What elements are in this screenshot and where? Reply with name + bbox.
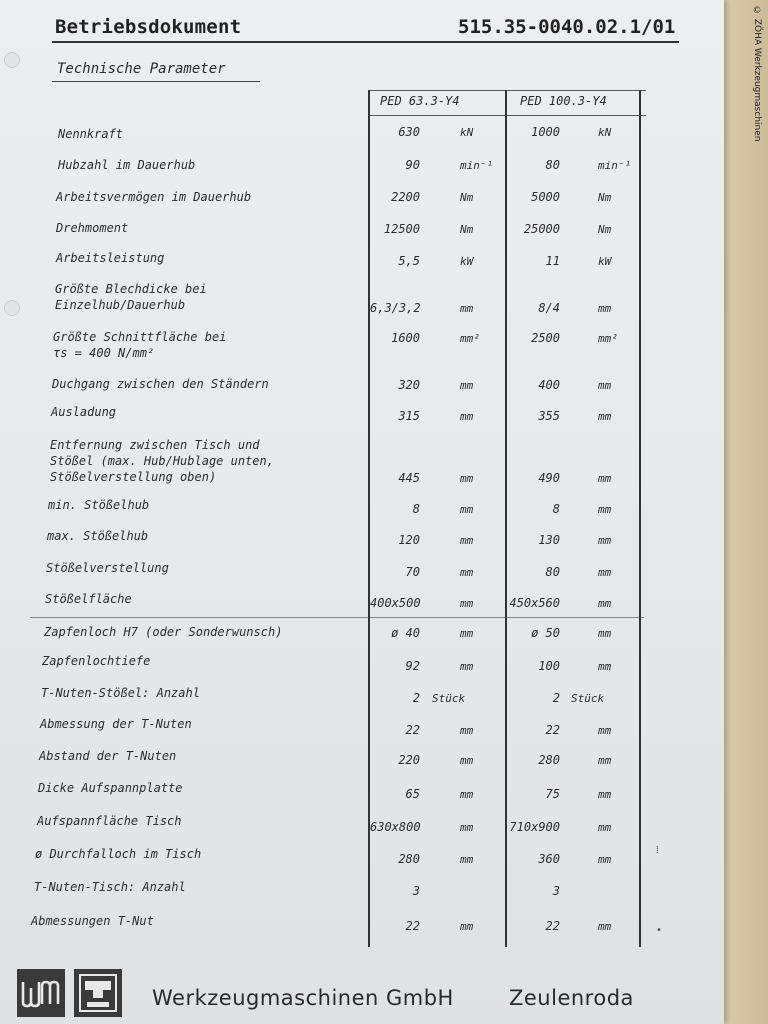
value-ped100: 80 bbox=[545, 158, 560, 172]
unit-ped63: kW bbox=[460, 255, 474, 268]
unit-ped100: Nm bbox=[598, 223, 612, 236]
parameter-label bbox=[44, 624, 282, 640]
value-ped100: 3 bbox=[552, 884, 560, 898]
copyright-watermark: © ZÖHA Werkzeugmaschinen bbox=[752, 6, 762, 142]
unit-ped63: mm bbox=[460, 534, 474, 547]
value-ped63: 280 bbox=[398, 852, 420, 866]
table-divider-middle bbox=[505, 90, 507, 947]
parameter-label bbox=[48, 497, 149, 513]
value-ped63: 70 bbox=[405, 565, 420, 579]
parameter-label bbox=[41, 685, 200, 701]
unit-ped63: mm bbox=[460, 920, 474, 933]
value-ped63: 22 bbox=[405, 919, 420, 933]
parameter-label-line: ø Durchfalloch im Tisch bbox=[35, 847, 202, 861]
parameter-label bbox=[45, 591, 132, 607]
value-ped63: 2 bbox=[412, 691, 420, 705]
parameter-label bbox=[37, 813, 182, 829]
unit-ped63: mm bbox=[460, 754, 474, 767]
value-ped100: 355 bbox=[538, 409, 560, 423]
unit-ped100: mm bbox=[598, 754, 612, 767]
header-rule bbox=[52, 41, 679, 43]
value-ped63: 1600 bbox=[391, 331, 420, 345]
unit-ped63: Stück bbox=[432, 692, 466, 705]
value-ped100: 490 bbox=[538, 471, 560, 485]
parameter-label bbox=[46, 560, 169, 576]
value-ped63: 630x800 bbox=[370, 820, 421, 834]
margin-mark: ⁞ bbox=[656, 845, 659, 856]
parameter-label-line: Nennkraft bbox=[58, 127, 124, 141]
unit-ped63: mm bbox=[460, 410, 474, 423]
parameter-label bbox=[40, 716, 192, 732]
unit-ped100: min⁻¹ bbox=[598, 159, 632, 172]
table-divider-left bbox=[368, 90, 370, 947]
parameter-label-line: Stößelverstellung oben) bbox=[50, 470, 217, 484]
value-ped63: 12500 bbox=[383, 222, 420, 236]
unit-ped63: kN bbox=[460, 126, 474, 139]
column-header-ped63: PED 63.3-Y4 bbox=[380, 94, 460, 108]
value-ped63: 65 bbox=[405, 787, 420, 801]
parameter-label bbox=[34, 879, 186, 895]
section-title-underline bbox=[52, 81, 260, 82]
value-ped63: 220 bbox=[398, 753, 420, 767]
table-divider-right bbox=[639, 90, 641, 947]
punch-hole bbox=[4, 300, 20, 316]
value-ped63: 6,3/3,2 bbox=[370, 301, 421, 315]
parameter-label bbox=[56, 220, 128, 236]
parameter-label bbox=[39, 748, 176, 764]
parameter-label bbox=[47, 528, 148, 544]
parameter-label-line: Abmessungen T-Nut bbox=[31, 914, 154, 928]
unit-ped100: kN bbox=[598, 126, 612, 139]
parameter-label-line: Arbeitsleistung bbox=[56, 251, 165, 265]
parameter-label bbox=[56, 189, 251, 205]
parameter-label bbox=[42, 653, 150, 669]
parameter-label-line: Dicke Aufspannplatte bbox=[38, 781, 183, 795]
value-ped63: 3 bbox=[412, 884, 420, 898]
value-ped63: 120 bbox=[398, 533, 420, 547]
unit-ped63: mm bbox=[460, 788, 474, 801]
fold-crease bbox=[30, 617, 644, 618]
parameter-label bbox=[58, 157, 195, 173]
unit-ped100: mm bbox=[598, 302, 612, 315]
document-number: 515.35-0040.02.1/01 bbox=[458, 16, 676, 38]
unit-ped63: mm bbox=[460, 566, 474, 579]
unit-ped100: kW bbox=[598, 255, 612, 268]
footer-company: Werkzeugmaschinen GmbH bbox=[152, 986, 454, 1010]
parameter-label-line: Abstand der T-Nuten bbox=[39, 749, 177, 763]
unit-ped100: Stück bbox=[571, 692, 605, 705]
value-ped63: 630 bbox=[398, 125, 420, 139]
parameter-label bbox=[56, 250, 164, 266]
parameter-label bbox=[55, 281, 207, 313]
unit-ped63: mm bbox=[460, 302, 474, 315]
value-ped100: 22 bbox=[545, 723, 560, 737]
wmw-logo-icon bbox=[16, 968, 66, 1018]
parameter-label-line: Größte Blechdicke bei bbox=[55, 282, 207, 296]
parameter-label-line: Stößelfläche bbox=[45, 592, 132, 606]
value-ped100: 22 bbox=[545, 919, 560, 933]
parameter-label-line: Abmessung der T-Nuten bbox=[40, 717, 192, 731]
column-header-top-rule bbox=[368, 90, 646, 91]
unit-ped100: mm bbox=[598, 503, 612, 516]
parameter-label-line: Größte Schnittfläche bei bbox=[53, 330, 227, 344]
unit-ped100: mm bbox=[598, 660, 612, 673]
press-logo-icon bbox=[73, 968, 123, 1018]
value-ped100: 710x900 bbox=[509, 820, 560, 834]
parameter-label-line: Ausladung bbox=[51, 405, 117, 419]
column-header-ped100: PED 100.3-Y4 bbox=[520, 94, 607, 108]
unit-ped63: mm bbox=[460, 597, 474, 610]
unit-ped100: mm bbox=[598, 597, 612, 610]
parameter-label bbox=[35, 846, 201, 862]
value-ped100: 360 bbox=[538, 852, 560, 866]
unit-ped63: mm bbox=[460, 503, 474, 516]
parameter-label bbox=[53, 329, 226, 361]
unit-ped100: mm bbox=[598, 724, 612, 737]
parameter-label-line: Entfernung zwischen Tisch und bbox=[50, 438, 260, 452]
value-ped100: 130 bbox=[538, 533, 560, 547]
value-ped63: 5,5 bbox=[398, 254, 420, 268]
parameter-label-line: Arbeitsvermögen im Dauerhub bbox=[56, 190, 252, 204]
parameter-label-line: Drehmoment bbox=[56, 221, 129, 235]
unit-ped63: mm bbox=[460, 472, 474, 485]
unit-ped100: Nm bbox=[598, 191, 612, 204]
margin-mark: • bbox=[656, 925, 663, 936]
unit-ped100: mm bbox=[598, 472, 612, 485]
unit-ped100: mm bbox=[598, 920, 612, 933]
unit-ped100: mm bbox=[598, 410, 612, 423]
value-ped63: ø 40 bbox=[391, 626, 420, 640]
value-ped63: 315 bbox=[398, 409, 420, 423]
column-header-bottom-rule bbox=[368, 115, 646, 116]
unit-ped100: mm bbox=[598, 788, 612, 801]
parameter-label bbox=[50, 437, 274, 485]
value-ped100: 25000 bbox=[523, 222, 560, 236]
value-ped100: 400 bbox=[538, 378, 560, 392]
value-ped100: 8 bbox=[552, 502, 560, 516]
parameter-label-line: Hubzahl im Dauerhub bbox=[58, 158, 196, 172]
parameter-label bbox=[58, 126, 123, 142]
value-ped100: 450x560 bbox=[509, 596, 560, 610]
value-ped100: 5000 bbox=[531, 190, 560, 204]
value-ped63: 400x500 bbox=[370, 596, 421, 610]
value-ped63: 92 bbox=[405, 659, 420, 673]
value-ped100: ø 50 bbox=[531, 626, 560, 640]
value-ped100: 2500 bbox=[531, 331, 560, 345]
unit-ped100: mm bbox=[598, 379, 612, 392]
unit-ped63: mm bbox=[460, 660, 474, 673]
value-ped100: 80 bbox=[545, 565, 560, 579]
parameter-label-line: Einzelhub/Dauerhub bbox=[55, 298, 186, 312]
parameter-label-line: Duchgang zwischen den Ständern bbox=[52, 377, 269, 391]
unit-ped100: mm bbox=[598, 821, 612, 834]
section-title: Technische Parameter bbox=[57, 61, 226, 77]
value-ped100: 8/4 bbox=[538, 301, 560, 315]
unit-ped100: mm bbox=[598, 534, 612, 547]
parameter-label bbox=[51, 404, 116, 420]
parameter-label-line: Stößelverstellung bbox=[46, 561, 169, 575]
unit-ped63: mm bbox=[460, 821, 474, 834]
punch-hole bbox=[4, 52, 20, 68]
document-type-title: Betriebsdokument bbox=[55, 16, 242, 38]
footer-city: Zeulenroda bbox=[509, 986, 634, 1010]
unit-ped63: mm bbox=[460, 853, 474, 866]
unit-ped100: mm bbox=[598, 627, 612, 640]
value-ped63: 90 bbox=[405, 158, 420, 172]
parameter-label bbox=[52, 376, 269, 392]
value-ped100: 11 bbox=[545, 254, 560, 268]
parameter-label-line: Zapfenlochtiefe bbox=[42, 654, 151, 668]
unit-ped100: mm² bbox=[598, 332, 618, 345]
parameter-label bbox=[38, 780, 183, 796]
unit-ped63: Nm bbox=[460, 191, 474, 204]
parameter-label-line: Stößel (max. Hub/Hublage unten, bbox=[50, 454, 274, 468]
unit-ped63: mm bbox=[460, 627, 474, 640]
unit-ped63: min⁻¹ bbox=[460, 159, 494, 172]
value-ped63: 320 bbox=[398, 378, 420, 392]
value-ped63: 22 bbox=[405, 723, 420, 737]
parameter-label-line: T-Nuten-Stößel: Anzahl bbox=[41, 686, 200, 700]
value-ped63: 2200 bbox=[391, 190, 420, 204]
value-ped63: 8 bbox=[412, 502, 420, 516]
parameter-label-line: min. Stößelhub bbox=[48, 498, 150, 512]
unit-ped63: mm bbox=[460, 379, 474, 392]
value-ped100: 75 bbox=[545, 787, 560, 801]
value-ped100: 1000 bbox=[531, 125, 560, 139]
parameter-label-line: T-Nuten-Tisch: Anzahl bbox=[34, 880, 186, 894]
parameter-label-line: max. Stößelhub bbox=[47, 529, 149, 543]
value-ped100: 280 bbox=[538, 753, 560, 767]
value-ped100: 100 bbox=[538, 659, 560, 673]
value-ped63: 445 bbox=[398, 471, 420, 485]
parameter-label-line: Zapfenloch H7 (oder Sonderwunsch) bbox=[44, 625, 283, 639]
unit-ped100: mm bbox=[598, 566, 612, 579]
unit-ped63: mm bbox=[460, 724, 474, 737]
unit-ped100: mm bbox=[598, 853, 612, 866]
value-ped100: 2 bbox=[552, 691, 560, 705]
unit-ped63: Nm bbox=[460, 223, 474, 236]
parameter-label-line: τs = 400 N/mm² bbox=[53, 346, 155, 360]
parameter-label-line: Aufspannfläche Tisch bbox=[37, 814, 182, 828]
parameter-label bbox=[31, 913, 154, 929]
unit-ped63: mm² bbox=[460, 332, 480, 345]
